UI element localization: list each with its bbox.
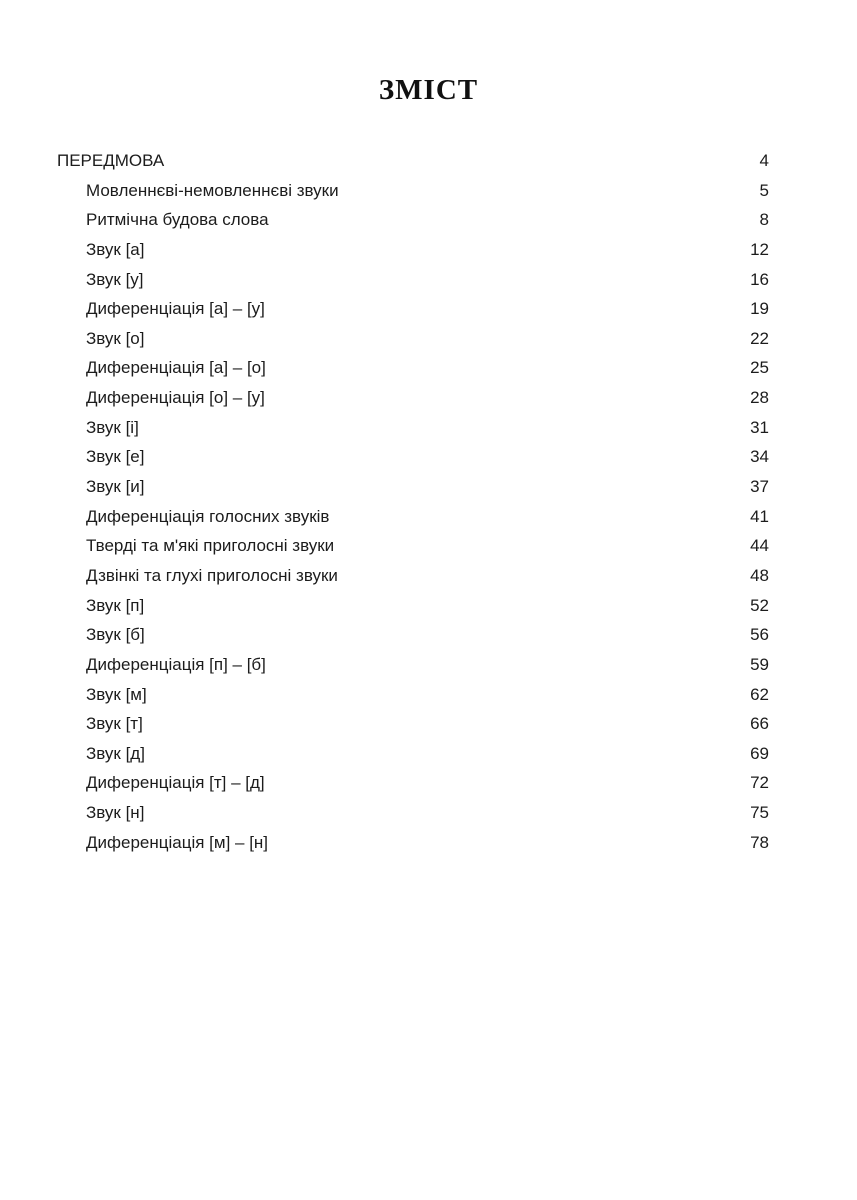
- toc-entry: [57, 477, 769, 507]
- toc-entry-page: 69: [750, 743, 769, 763]
- toc-entry: [57, 773, 769, 803]
- toc-entry-label: Мовленнєві-немовленнєві звуки: [86, 180, 339, 200]
- toc-entry: [57, 507, 769, 537]
- toc-entry-page: 44: [750, 536, 769, 556]
- toc-entry: [57, 270, 769, 300]
- page-title: ЗМІСТ: [378, 74, 479, 106]
- toc-entry-label: Диференціація [м] – [н]: [86, 832, 269, 852]
- toc-entry-page: 56: [750, 625, 769, 645]
- toc-entry-page: 28: [750, 388, 769, 408]
- toc-entry: [57, 388, 769, 418]
- toc-entry: [57, 536, 769, 566]
- toc-entry: [57, 803, 769, 833]
- toc-entry-page: 4: [759, 151, 769, 170]
- toc-entry-label: Диференціація [т] – [д]: [86, 773, 265, 793]
- toc-entry-label: Ритмічна будова слова: [86, 210, 269, 230]
- toc-entry-label: Звук [н]: [86, 803, 145, 823]
- toc-entry-page: 75: [750, 803, 769, 823]
- table-of-contents: [57, 151, 769, 862]
- toc-entry-label: Диференціація [о] – [у]: [86, 388, 265, 408]
- toc-entry-label: Диференціація [а] – [о]: [86, 358, 266, 378]
- toc-entry-page: 48: [750, 565, 769, 585]
- toc-entry: [57, 240, 769, 270]
- toc-entry-page: 8: [759, 210, 769, 230]
- toc-entry-page: 5: [759, 180, 769, 200]
- toc-entry: [57, 210, 769, 240]
- toc-entry-page: 52: [750, 595, 769, 615]
- toc-entry-label: Звук [т]: [86, 714, 143, 734]
- toc-entry-label: Звук [а]: [86, 239, 145, 259]
- toc-entry-page: 66: [750, 714, 769, 734]
- toc-entry-page: 19: [750, 299, 769, 319]
- toc-entry: [57, 299, 769, 329]
- toc-entry: [57, 655, 769, 685]
- toc-entry: [57, 625, 769, 655]
- toc-entry-page: 34: [750, 447, 769, 467]
- toc-entry-label: Дзвінкі та глухі приголосні звуки: [86, 565, 338, 585]
- toc-entry-label: Диференціація [а] – [у]: [86, 299, 265, 319]
- toc-entry-page: 25: [750, 358, 769, 378]
- toc-entry: [57, 181, 769, 211]
- toc-entry: [57, 833, 769, 863]
- toc-entry-label: Диференціація голосних звуків: [86, 506, 330, 526]
- toc-entry: [57, 151, 769, 181]
- toc-entry-label: Тверді та м'які приголосні звуки: [86, 536, 335, 556]
- toc-entry: [57, 566, 769, 596]
- toc-entry: [57, 596, 769, 626]
- toc-entry-page: 72: [750, 773, 769, 793]
- toc-entry: [57, 329, 769, 359]
- toc-entry-label: Звук [і]: [86, 417, 139, 437]
- toc-entry-page: 31: [750, 417, 769, 437]
- toc-entry-page: 41: [750, 506, 769, 526]
- toc-entry-label: ПЕРЕДМОВА: [57, 151, 165, 170]
- toc-entry-page: 62: [750, 684, 769, 704]
- toc-entry-label: Звук [у]: [86, 269, 144, 289]
- toc-entry-label: Диференціація [п] – [б]: [86, 654, 266, 674]
- toc-entry: [57, 447, 769, 477]
- toc-entry: [57, 714, 769, 744]
- toc-entry-label: Звук [б]: [86, 625, 145, 645]
- toc-entry-page: 12: [750, 239, 769, 259]
- toc-entry: [57, 418, 769, 448]
- toc-entry-page: 78: [750, 832, 769, 852]
- toc-entry-page: 22: [750, 328, 769, 348]
- toc-entry-label: Звук [о]: [86, 328, 145, 348]
- toc-entry: [57, 744, 769, 774]
- toc-entry-label: Звук [д]: [86, 743, 145, 763]
- toc-entry: [57, 685, 769, 715]
- toc-entry-label: Звук [и]: [86, 477, 145, 497]
- toc-entry-label: Звук [е]: [86, 447, 145, 467]
- toc-entry-label: Звук [м]: [86, 684, 147, 704]
- toc-entry: [57, 358, 769, 388]
- toc-entry-page: 59: [750, 654, 769, 674]
- toc-entry-page: 16: [750, 269, 769, 289]
- toc-entry-label: Звук [п]: [86, 595, 145, 615]
- toc-entry-page: 37: [750, 477, 769, 497]
